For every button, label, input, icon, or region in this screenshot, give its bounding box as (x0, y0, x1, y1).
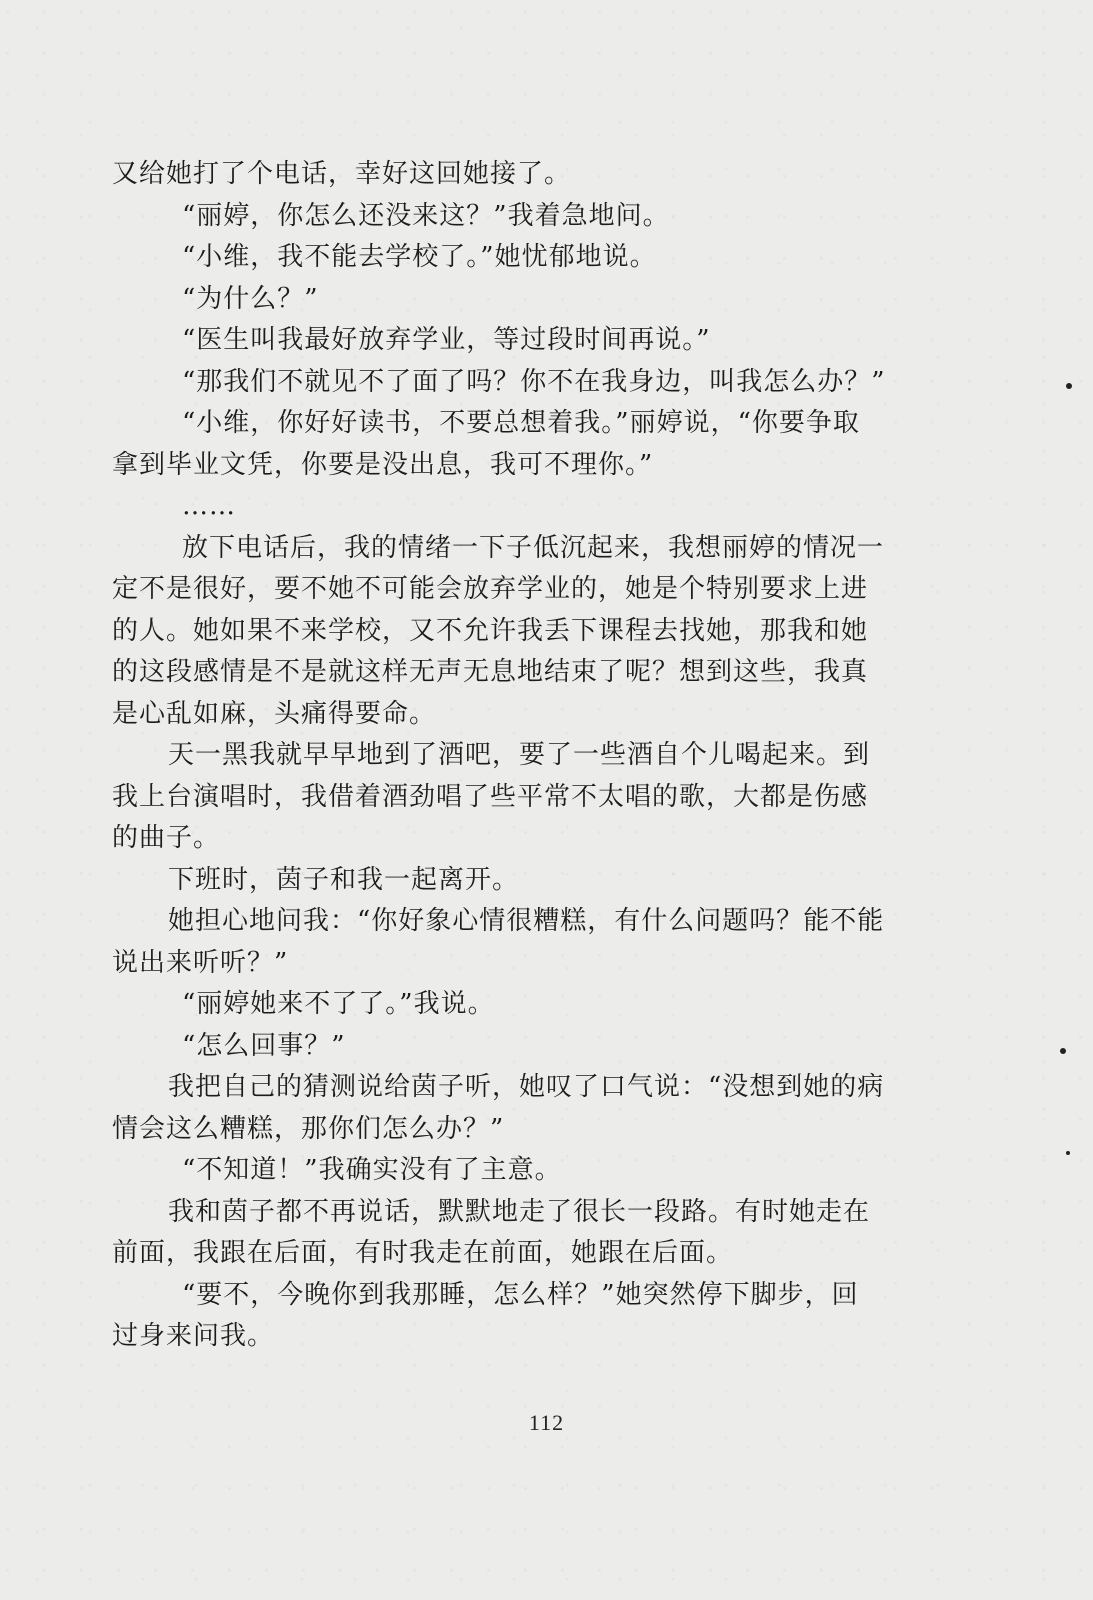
text-line: “丽婷她来不了了。”我说。 (182, 989, 495, 1019)
text-line: 下班时，茵子和我一起离开。 (168, 864, 520, 895)
text-line: 的人。她如果不来学校，又不允许我丢下课程去找她，那我和她 (112, 615, 869, 646)
scan-speck (1060, 1048, 1066, 1054)
text-line: “那我们不就见不了面了吗？你不在我身边，叫我怎么办？” (182, 366, 886, 397)
text-line: 说出来听听？” (112, 947, 289, 978)
text-line: 放下电话后，我的情绪一下子低沉起来，我想丽婷的情况一 (182, 532, 885, 563)
text-line: 定不是很好，要不她不可能会放弃学业的，她是个特别要求上进 (112, 574, 869, 604)
text-line: 的曲子。 (112, 823, 221, 853)
text-line: 的这段感情是不是就这样无声无息地结束了呢？想到这些，我真 (112, 657, 869, 687)
text-line: “小维，你好好读书，不要总想着我。”丽婷说，“你要争取 (182, 408, 860, 438)
body-text (112, 154, 942, 1358)
text-line: 过身来问我。 (112, 1321, 275, 1351)
text-line: 前面，我跟在后面，有时我走在前面，她跟在后面。 (112, 1238, 734, 1268)
text-line: 拿到毕业文凭，你要是没出息，我可不理你。” (112, 449, 654, 480)
text-line: 是心乱如麻，头痛得要命。 (112, 698, 437, 729)
text-line: 天一黑我就早早地到了酒吧，要了一些酒自个儿喝起来。到 (168, 740, 871, 770)
text-line: 情会这么糟糕，那你们怎么办？” (112, 1113, 505, 1144)
ellipsis-line: …… (182, 491, 236, 521)
text-line: 我把自己的猜测说给茵子听，她叹了口气说：“没想到她的病 (168, 1072, 885, 1102)
text-line: 我上台演唱时，我借着酒劲唱了些平常不太唱的歌，大都是伤感 (112, 781, 869, 812)
text-line: “怎么回事？” (182, 1030, 346, 1061)
text-line: “不知道！”我确实没有了主意。 (182, 1155, 562, 1185)
text-line: “小维，我不能去学校了。”她忧郁地说。 (182, 242, 657, 272)
scan-speck (1066, 1151, 1070, 1155)
page-number: 112 (528, 1410, 565, 1435)
text-line: “要不，今晚你到我那睡，怎么样？”她突然停下脚步，回 (182, 1279, 859, 1310)
text-line: 又给她打了个电话，幸好这回她接了。 (112, 159, 572, 189)
text-line: 我和茵子都不再说话，默默地走了很长一段路。有时她走在 (168, 1196, 871, 1227)
text-line: “丽婷，你怎么还没来这？”我着急地问。 (182, 200, 670, 231)
text-line: “为什么？” (182, 283, 319, 314)
text-line: 她担心地问我：“你好象心情很糟糕，有什么问题吗？能不能 (168, 906, 885, 936)
scan-speck (1066, 383, 1072, 389)
text-line: “医生叫我最好放弃学业，等过段时间再说。” (182, 325, 711, 355)
